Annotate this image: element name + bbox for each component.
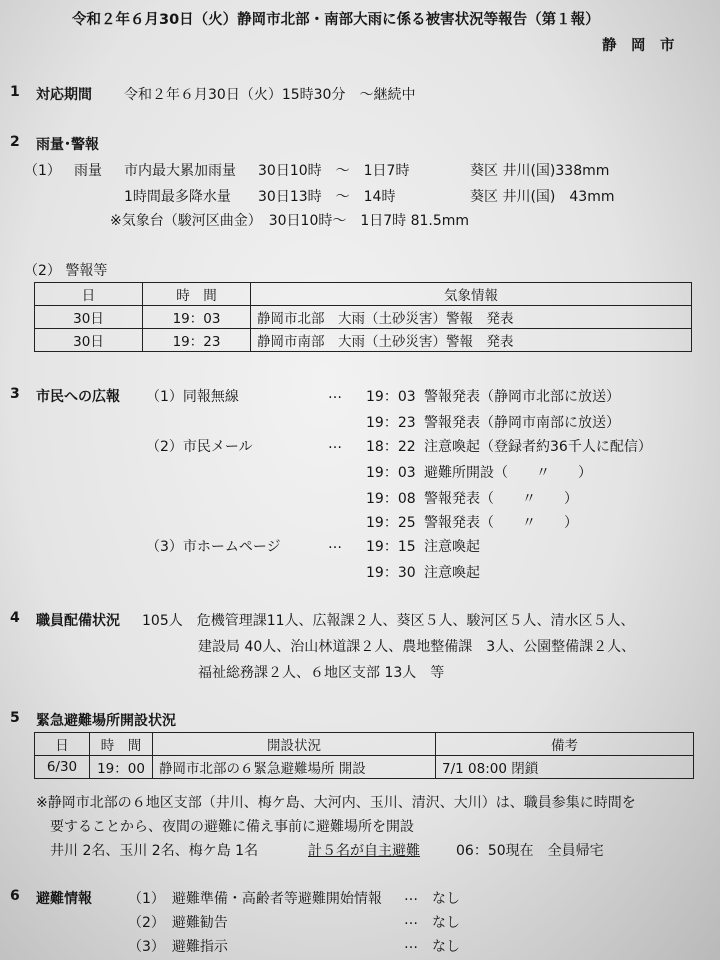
- pr-text: 注意喚起（登録者約36千人に配信）: [424, 439, 652, 455]
- pr-dots: …: [328, 536, 342, 552]
- pr-channel-label: （2）市民メール: [146, 439, 253, 455]
- section-3-number: 3: [10, 386, 20, 402]
- evac-info-label: （1） 避難準備・高齢者等避難開始情報: [128, 891, 382, 907]
- pr-time: 19：03: [366, 465, 416, 481]
- pr-text: 警報発表（静岡市南部に放送）: [424, 415, 620, 431]
- section-3-heading: 市民への広報: [36, 389, 120, 405]
- evac-info-value: なし: [432, 891, 460, 907]
- pr-text: 警報発表（ 〃 ）: [424, 491, 578, 507]
- evac-info-dots: …: [404, 936, 418, 952]
- pr-text: 警報発表（静岡市北部に放送）: [424, 389, 620, 405]
- observatory-note: ※気象台（駿河区曲金） 30日10時～ 1日7時 81.5mm: [110, 213, 470, 229]
- pr-text: 注意喚起: [424, 565, 480, 581]
- rain-desc-2: 1時間最多降水量: [124, 189, 231, 205]
- pr-text: 注意喚起: [424, 539, 480, 555]
- warning-time: 19：23: [143, 329, 251, 352]
- organization-name: 静 岡 市: [602, 38, 675, 54]
- pr-dots: …: [328, 436, 342, 452]
- section-5-number: 5: [10, 710, 20, 726]
- section-2-heading: 雨量･警報: [36, 137, 99, 153]
- evacuees-by-area: 井川 2名、玉川 2名、梅ケ島 1名: [50, 843, 259, 859]
- staff-line-2: 建設局 40人、治山林道課２人、農地整備課 3人、公園整備課２人、: [198, 639, 636, 655]
- pr-channel-label: （1）同報無線: [146, 389, 239, 405]
- header-remarks: 備考: [436, 733, 694, 756]
- section-5-heading: 緊急避難場所開設状況: [36, 713, 176, 729]
- header-day: 日: [35, 283, 143, 306]
- evacuee-total: 計５名が自主避難: [308, 843, 420, 859]
- warning-info: 静岡市北部 大雨（土砂災害）警報 発表: [251, 306, 692, 329]
- evac-info-label: （2） 避難勧告: [128, 915, 228, 931]
- staff-line-1: 105人 危機管理課11人、広報課２人、葵区５人、駿河区５人、清水区５人、: [142, 613, 635, 629]
- return-status: 06：50現在 全員帰宅: [456, 843, 604, 859]
- table-row: [35, 306, 692, 329]
- report-title: 令和２年６月30日（火）静岡市北部・南部大雨に係る被害状況等報告（第１報）: [72, 12, 600, 28]
- table-row: [35, 756, 694, 779]
- table-header-row: [35, 283, 692, 306]
- section-4-number: 4: [10, 610, 20, 626]
- shelter-table: [34, 732, 694, 779]
- evac-info-value: なし: [432, 915, 460, 931]
- evac-info-dots: …: [404, 888, 418, 904]
- rain-desc-1: 市内最大累加雨量: [124, 163, 236, 179]
- warnings-sub-heading: （2） 警報等: [24, 263, 108, 279]
- shelter-day: 6/30: [35, 756, 90, 779]
- pr-time: 18：22: [366, 439, 416, 455]
- pr-time: 19：30: [366, 565, 416, 581]
- pr-time: 19：25: [366, 515, 416, 531]
- section-6-heading: 避難情報: [36, 891, 92, 907]
- section-2-number: 2: [10, 134, 20, 150]
- warning-day: 30日: [35, 306, 143, 329]
- rainfall-sub-label: （1）: [24, 163, 61, 179]
- pr-time: 19：15: [366, 539, 416, 555]
- pr-time: 19：08: [366, 491, 416, 507]
- shelter-note-2: 要することから、夜間の避難に備え事前に避難場所を開設: [50, 819, 414, 835]
- shelter-remarks: 7/1 08:00 閉鎖: [436, 756, 694, 779]
- warning-info: 静岡市南部 大雨（土砂災害）警報 発表: [251, 329, 692, 352]
- warnings-table: [34, 282, 692, 352]
- shelter-time: 19：00: [90, 756, 153, 779]
- section-6-number: 6: [10, 888, 20, 904]
- evac-info-value: なし: [432, 939, 460, 955]
- evac-info-dots: …: [404, 912, 418, 928]
- header-time: 時 間: [143, 283, 251, 306]
- section-1-heading: 対応期間: [36, 87, 92, 103]
- pr-time: 19：03: [366, 389, 416, 405]
- pr-time: 19：23: [366, 415, 416, 431]
- shelter-status: 静岡市北部の６緊急避難場所 開設: [153, 756, 436, 779]
- pr-channel-label: （3）市ホームページ: [146, 539, 281, 555]
- shelter-note-1: ※静岡市北部の６地区支部（井川、梅ケ島、大河内、玉川、清沢、大川）は、職員参集に時間を: [36, 795, 636, 811]
- header-time: 時 間: [90, 733, 153, 756]
- evac-info-label: （3） 避難指示: [128, 939, 228, 955]
- warning-time: 19：03: [143, 306, 251, 329]
- staff-line-3: 福祉総務課２人、６地区支部 13人 等: [198, 665, 445, 681]
- section-4-heading: 職員配備状況: [36, 613, 120, 629]
- header-day: 日: [35, 733, 90, 756]
- section-1-number: 1: [10, 84, 20, 100]
- rainfall-title: 雨量: [74, 163, 102, 179]
- pr-text: 避難所開設（ 〃 ）: [424, 465, 592, 481]
- rain-period-1: 30日10時 ～ 1日7時: [258, 163, 410, 179]
- header-weather-info: 気象情報: [251, 283, 692, 306]
- pr-dots: …: [328, 386, 342, 402]
- pr-text: 警報発表（ 〃 ）: [424, 515, 578, 531]
- header-status: 開設状況: [153, 733, 436, 756]
- warning-day: 30日: [35, 329, 143, 352]
- table-header-row: [35, 733, 694, 756]
- rain-station-2: 葵区 井川(国) 43mm: [470, 189, 615, 205]
- rain-station-1: 葵区 井川(国)338mm: [470, 163, 610, 179]
- response-period: 令和２年６月30日（火）15時30分 ～継続中: [124, 87, 416, 103]
- table-row: [35, 329, 692, 352]
- rain-period-2: 30日13時 ～ 14時: [258, 189, 396, 205]
